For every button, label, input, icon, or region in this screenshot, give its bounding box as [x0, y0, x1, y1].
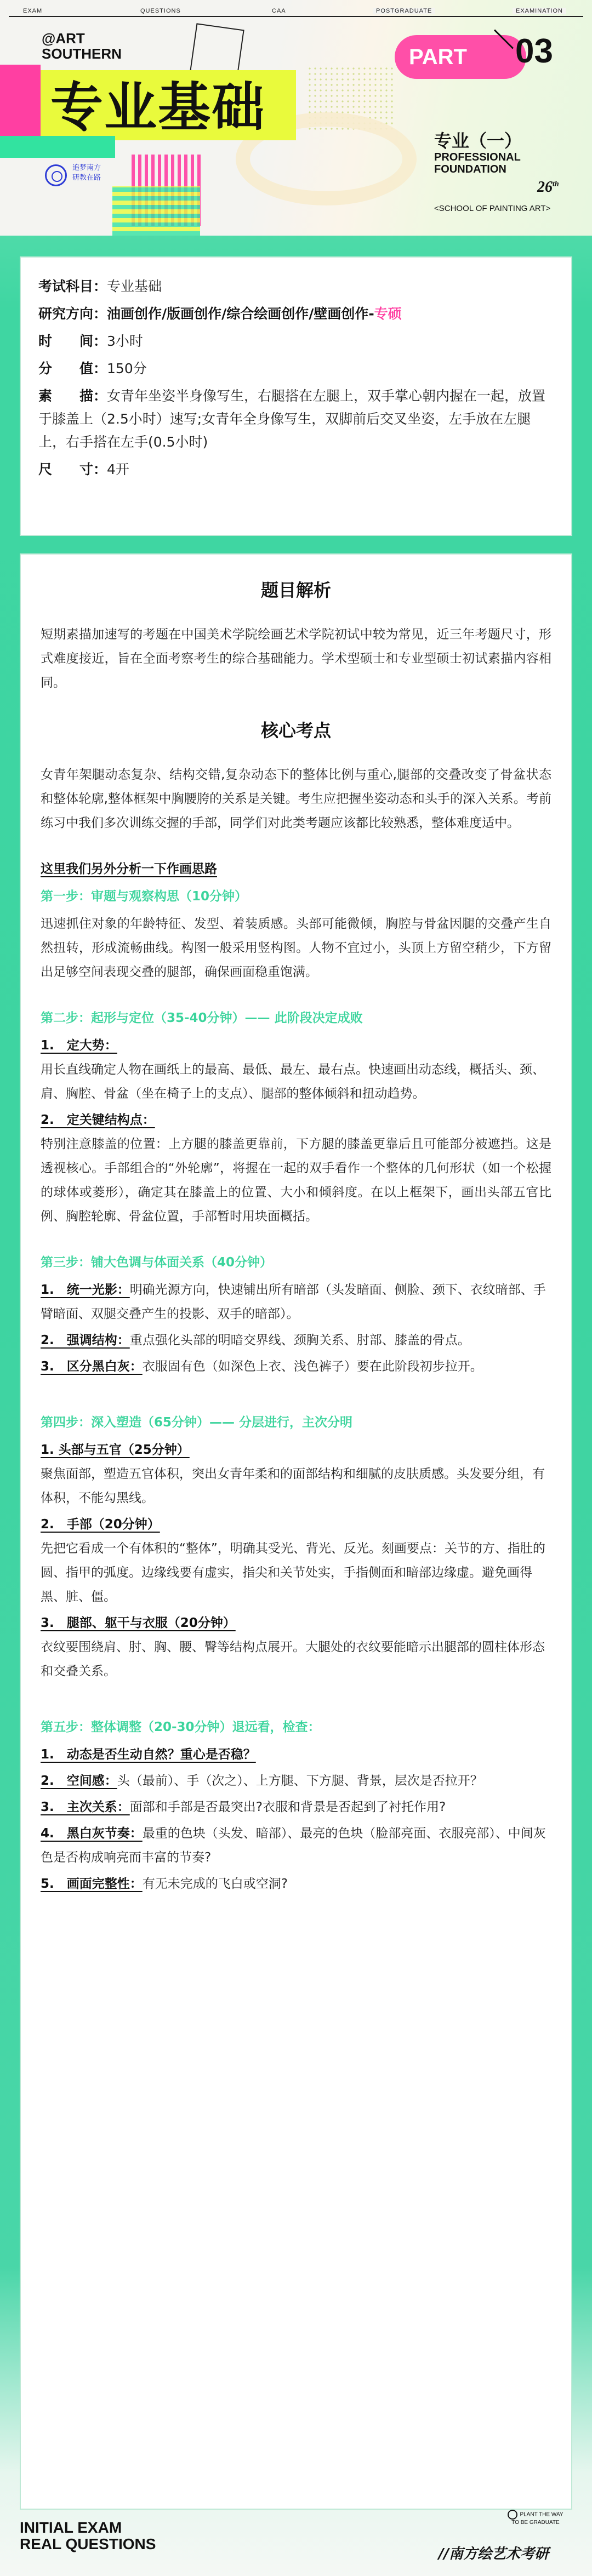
footer-english-label: [20, 2520, 156, 2552]
info-value: 女青年坐姿半身像写生，右腿搭在左腿上，双手掌心朝内握在一起，放置于膝盖上（2.5小时）速写;女青年全身像写生，双脚前后交叉坐姿，左手放在左腿上，右手搭在左手(0.5小时): [38, 388, 546, 450]
item-head: 2. 强调结构：: [41, 1333, 130, 1347]
analysis-card: [20, 553, 572, 2510]
subject-title-cn: 专业（一）: [434, 130, 522, 151]
item-text: 重点强化头部的明暗交界线、颈胸关系、肘部、膝盖的骨点。: [129, 1333, 470, 1347]
info-row-score: [38, 357, 554, 380]
item-head: 2. 空间感：: [41, 1774, 117, 1788]
brand-logo: [42, 31, 122, 61]
school-english-name: <SCHOOL OF PAINTING ART>: [434, 204, 551, 213]
page-title: 专业基础: [50, 77, 265, 138]
info-value: 4开: [107, 461, 129, 477]
part-number: 03: [515, 32, 553, 70]
item-head: 3. 主次关系：: [41, 1800, 130, 1814]
part-label: PART: [409, 44, 467, 69]
step-3-item-1: [41, 1278, 551, 1326]
step-4-text-1: 聚焦面部，塑造五官体积，突出女青年柔和的面部结构和细腻的皮肤质感。头发要分组，有体积，不能勾黑线。: [41, 1467, 545, 1505]
info-label: 分 值：: [38, 361, 107, 376]
info-value: 3小时: [107, 333, 143, 349]
step-4-title: 第四步：深入塑造（65分钟）—— 分层进行，主次分明: [41, 1415, 353, 1430]
item-head: 4. 黑白灰节奏：: [41, 1826, 143, 1841]
step-4-text-2: 先把它看成一个有体积的“整体”，明确其受光、背光、反光。刻画要点：关节的方、指肚的圆、指甲的弧度。边缘线要有虚实，指尖和关节处实，手指侧面和暗部边缘虚。避免画得黑、脏、僵。: [41, 1541, 545, 1604]
item-head: 1. 动态是否生动自然？重心是否稳？: [41, 1747, 256, 1762]
info-value: 150分: [107, 361, 147, 376]
nav-label-caa: CAA: [269, 8, 289, 14]
step-5-item-2: [41, 1769, 551, 1793]
step-5-item-4: [41, 1821, 551, 1870]
school-emblem-icon: [45, 164, 67, 186]
info-label: 素 描：: [38, 388, 107, 404]
item-head: 5. 画面完整性：: [41, 1877, 143, 1891]
subject-en-line-2: FOUNDATION: [434, 163, 506, 175]
nav-line: [9, 16, 583, 17]
item-head: 3. 区分黑白灰：: [41, 1360, 143, 1374]
item-text: 最重的色块（头发、暗部）、最亮的色块（脸部亮面、衣服亮部）、中间灰色是否构成响亮而丰富的节奏?: [41, 1826, 546, 1865]
step-2-sub-1: 1. 定大势：: [41, 1038, 117, 1053]
step-1-text: 迅速抓住对象的年龄特征、发型、着装质感。头部可能微倾，胸腔与骨盆因腿的交叠产生自然扭转，形成流畅曲线。构图一般采用竖构图。人物不宜过小，头顶上方留空稍少，下方留出足够空间表现交叠的腿部，确保画面稳重饱满。: [41, 917, 551, 979]
item-text: 明确光源方向，快速铺出所有暗部（头发暗面、侧脸、颈下、衣纹暗部、手臂暗面、双腿交叠产生的投影、双手的暗部）。: [41, 1283, 546, 1321]
item-text: 有无未完成的飞白或空洞?: [142, 1877, 288, 1891]
step-4-sub-1: 1. 头部与五官（25分钟）: [41, 1443, 190, 1457]
step-5-item-5: [41, 1872, 551, 1896]
step-3-item-3: [41, 1355, 551, 1379]
subject-title-en: [434, 151, 521, 175]
analysis-title: 题目解析: [260, 580, 331, 601]
top-nav-rule: [0, 8, 592, 24]
nav-label-postgraduate: POSTGRADUATE: [373, 8, 435, 14]
nav-label-examination: EXAMINATION: [513, 8, 566, 14]
nav-label-exam: EXAM: [20, 8, 45, 14]
step-3-title: 第三步：铺大色调与体面关系（40分钟）: [41, 1255, 273, 1270]
info-value-highlight: 专硕: [374, 306, 402, 322]
step-5-item-3: [41, 1795, 551, 1819]
step-5-title: 第五步：整体调整（20-30分钟）退远看，检查：: [41, 1720, 321, 1734]
circle-icon: [508, 2510, 517, 2520]
footer-badge: [505, 2510, 566, 2544]
key-points-title: 核心考点: [260, 720, 331, 741]
step-4-text-3: 衣纹要围绕肩、肘、胸、腰、臀等结构点展开。大腿处的衣纹要能暗示出腿部的圆柱体形态和交叠关系。: [41, 1640, 545, 1678]
spacer: [41, 1381, 551, 1395]
brand-line-2: SOUTHERN: [42, 45, 122, 62]
footer-badge-text: PLANT THE WAY TO BE GRADUATE: [511, 2511, 563, 2526]
school-slogan: 追梦南方 研教在路: [72, 164, 101, 182]
stripe-decoration-2: [112, 186, 200, 236]
info-label: 考试科目：: [38, 278, 107, 294]
item-text: 头（最前）、手（次之）、上方腿、下方腿、背景，层次是否拉开？: [117, 1774, 483, 1788]
header-banner: [0, 0, 592, 236]
step-4-sub-3: 3. 腿部、躯干与衣服（20分钟）: [41, 1616, 236, 1630]
info-row-size: [38, 458, 554, 481]
info-value: 专业基础: [107, 278, 162, 294]
step-2-text-2: 特别注意膝盖的位置：上方腿的膝盖更靠前，下方腿的膝盖更靠后且可能部分被遮挡。这是透视核心。手部组合的“外轮廓”，将握在一起的双手看作一个整体的几何形状（如一个松握的球体或菱形），确定其在膝盖上的位置、大小和倾斜度。在以上框架下，画出头部五官比例、胸腔轮廓、骨盆位置，手部暂时用块面概括。: [41, 1137, 551, 1224]
edition-suffix: th: [553, 180, 559, 189]
approach-title: 这里我们另外分析一下作画思路: [41, 862, 217, 876]
item-text: 衣服固有色（如深色上衣、浅色裤子）要在此阶段初步拉开。: [142, 1360, 483, 1374]
info-label: 研究方向：: [38, 306, 107, 322]
brand-line-1: @ART: [42, 30, 85, 47]
step-4-sub-2: 2. 手部（20分钟）: [41, 1517, 160, 1532]
item-text: 面部和手部是否最突出?衣服和背景是否起到了衬托作用?: [129, 1800, 446, 1814]
info-value: 油画创作/版画创作/综合绘画创作/壁画创作-: [107, 306, 374, 322]
footer-line-1: INITIAL EXAM: [20, 2519, 122, 2536]
footer-brand: //南方绘艺术考研: [439, 2546, 549, 2562]
info-row-sketch: [38, 385, 554, 454]
edition-number: [537, 179, 559, 196]
step-2-sub-2: 2. 定关键结构点：: [41, 1113, 155, 1127]
key-points-text: 女青年架腿动态复杂、结构交错,复杂动态下的整体比例与重心,腿部的交叠改变了骨盆状态和整体轮廓,整体框架中胸腰胯的关系是关键。考生应把握坐姿动态和头手的深入关系。考前练习中我们多次训练交握的手部，同学们对此类考题应该都比较熟悉，整体难度适中。: [41, 768, 551, 830]
info-row-time: [38, 330, 554, 353]
spacer: [41, 1686, 551, 1700]
subject-en-line-1: PROFESSIONAL: [434, 151, 521, 163]
info-row-direction: [38, 302, 554, 325]
analysis-intro: 短期素描加速写的考题在中国美术学院绘画艺术学院初试中较为常见，近三年考题尺寸，形式难度接近，旨在全面考察考生的综合基础能力。学术型硕士和专业型硕士初试素描内容相同。: [41, 627, 551, 690]
info-label: 尺 寸：: [38, 461, 107, 477]
info-label: 时 间：: [38, 333, 107, 349]
step-1-title: 第一步：审题与观察构思（10分钟）: [41, 889, 248, 904]
step-5-item-1: [41, 1743, 551, 1767]
step-2-text-1: 用长直线确定人物在画纸上的最高、最低、最左、最右点。快速画出动态线，概括头、颈、肩、胸腔、骨盆（坐在椅子上的支点）、腿部的整体倾斜和扭动趋势。: [41, 1063, 545, 1101]
info-row-subject: [38, 275, 554, 298]
step-2-title: 第二步：起形与定位（35-40分钟）—— 此阶段决定成败: [41, 1011, 363, 1025]
step-3-item-2: [41, 1328, 551, 1352]
item-head: 1. 统一光影：: [41, 1283, 130, 1297]
exam-info-card: [20, 256, 572, 536]
footer-line-2: REAL QUESTIONS: [20, 2535, 156, 2552]
edition-digits: 26: [537, 179, 553, 196]
nav-label-questions: QUESTIONS: [137, 8, 184, 14]
